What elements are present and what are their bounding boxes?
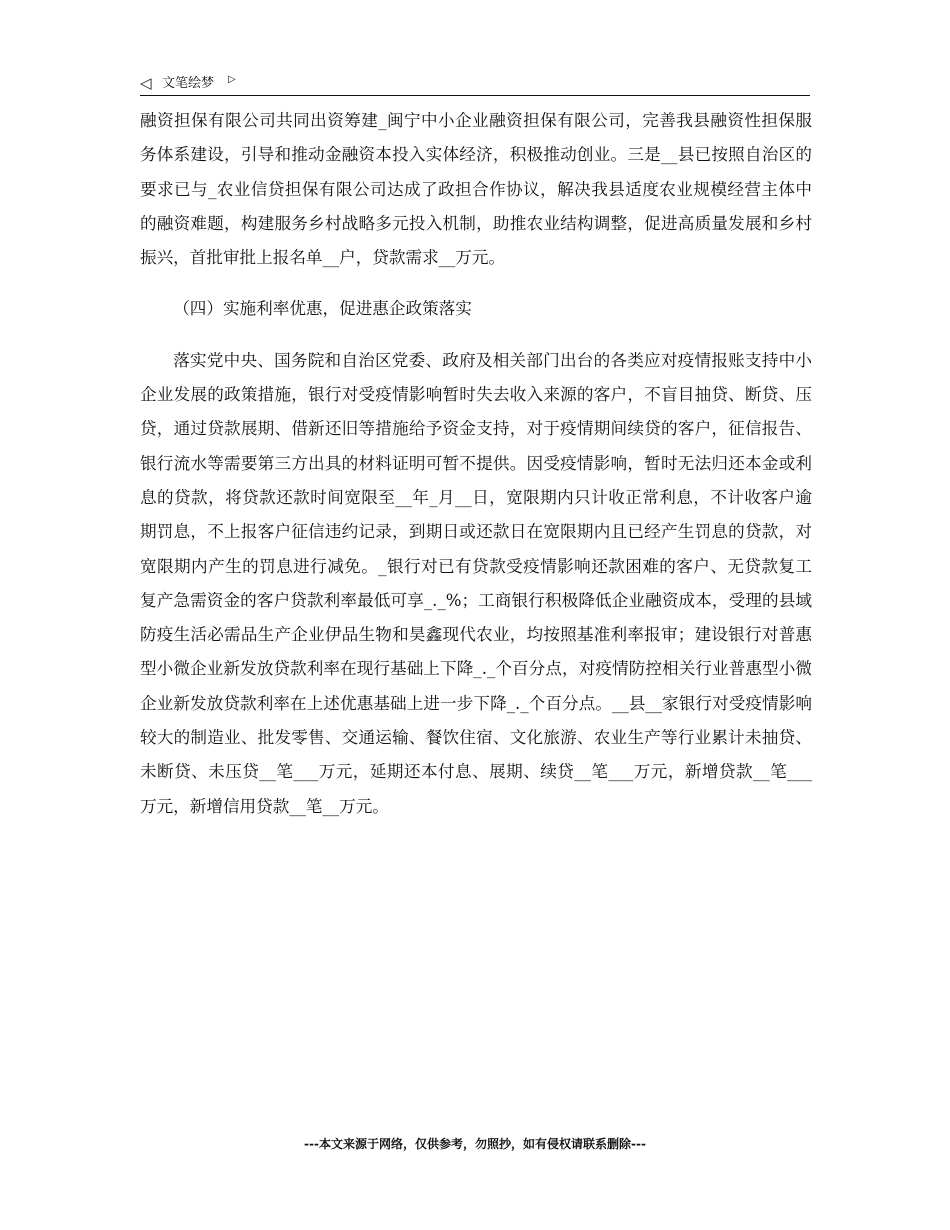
brand-name: 文笔绘梦 — [162, 76, 215, 91]
header-divider — [140, 95, 810, 96]
triangle-right-icon: ▷ — [228, 74, 236, 85]
paragraph-continuation: 融资担保有限公司共同出资筹建_闽宁中小企业融资担保有限公司，完善我县融资性担保服务体系建设，引导和推动金融资本投入实体经济，积极推动创业。三是__县已按照自治区的要求已与_农业信贷担保有限公司达成了政担合作协议，解决我县适度农业规模经营主体中的融资难题，构建服务乡村战略多元投入机制，助推农业结构调整，促进高质量发展和乡村振兴，首批审批上报名单__户，贷款需求__万元。 — [140, 111, 812, 268]
paragraph-body: 落实党中央、国务院和自治区党委、政府及相关部门出台的各类应对疫情报账支持中小企业发展的政策措施，银行对受疫情影响暂时失去收入来源的客户，不盲目抽贷、断贷、压贷，通过贷款展期、借新还旧等措施给予资金支持，对于疫情期间续贷的客户，征信报告、银行流水等需要第三方出具的材料证明可暂不提供。因受疫情影响，暂时无法归还本金或利息的贷款，将贷款还款时间宽限至__年_月__日，宽限期内只计收正常利息，不计收客户逾期罚息，不上报客户征信违约记录，到期日或还款日在宽限期内且已经产生罚息的贷款，对宽限期内产生的罚息进行减免。_银行对已有贷款受疫情影响还款困难的客户、无贷款复工复产急需资金的客户贷款利率最低可享_._%；工商银行积极降低企业融资成本，受理的县域防疫生活必需品生产企业伊品生物和昊鑫现代农业，均按照基准利率报审；建设银行对普惠型小微企业新发放贷款利率在现行基础上下降_._个百分点，对疫情防控相关行业普惠型小微企业新发放贷款利率在上述优惠基础上进一步下降_._个百分点。__县__家银行对受疫情影响较大的制造业、批发零售、交通运输、餐饮住宿、文化旅游、农业生产等行业累计未抽贷、未断贷、未压贷__笔___万元，延期还本付息、展期、续贷__笔___万元，新增贷款__笔___万元，新增信用贷款__笔__万元。 — [140, 350, 812, 816]
footer-notice: ---本文来源于网络，仅供参考，勿照抄，如有侵权请联系删除--- — [304, 1137, 646, 1151]
page-header — [140, 72, 810, 96]
document-body — [140, 104, 812, 824]
section-heading: （四）实施利率优惠，促进惠企政策落实 — [173, 299, 472, 319]
triangle-left-icon: ◁ — [140, 74, 152, 92]
